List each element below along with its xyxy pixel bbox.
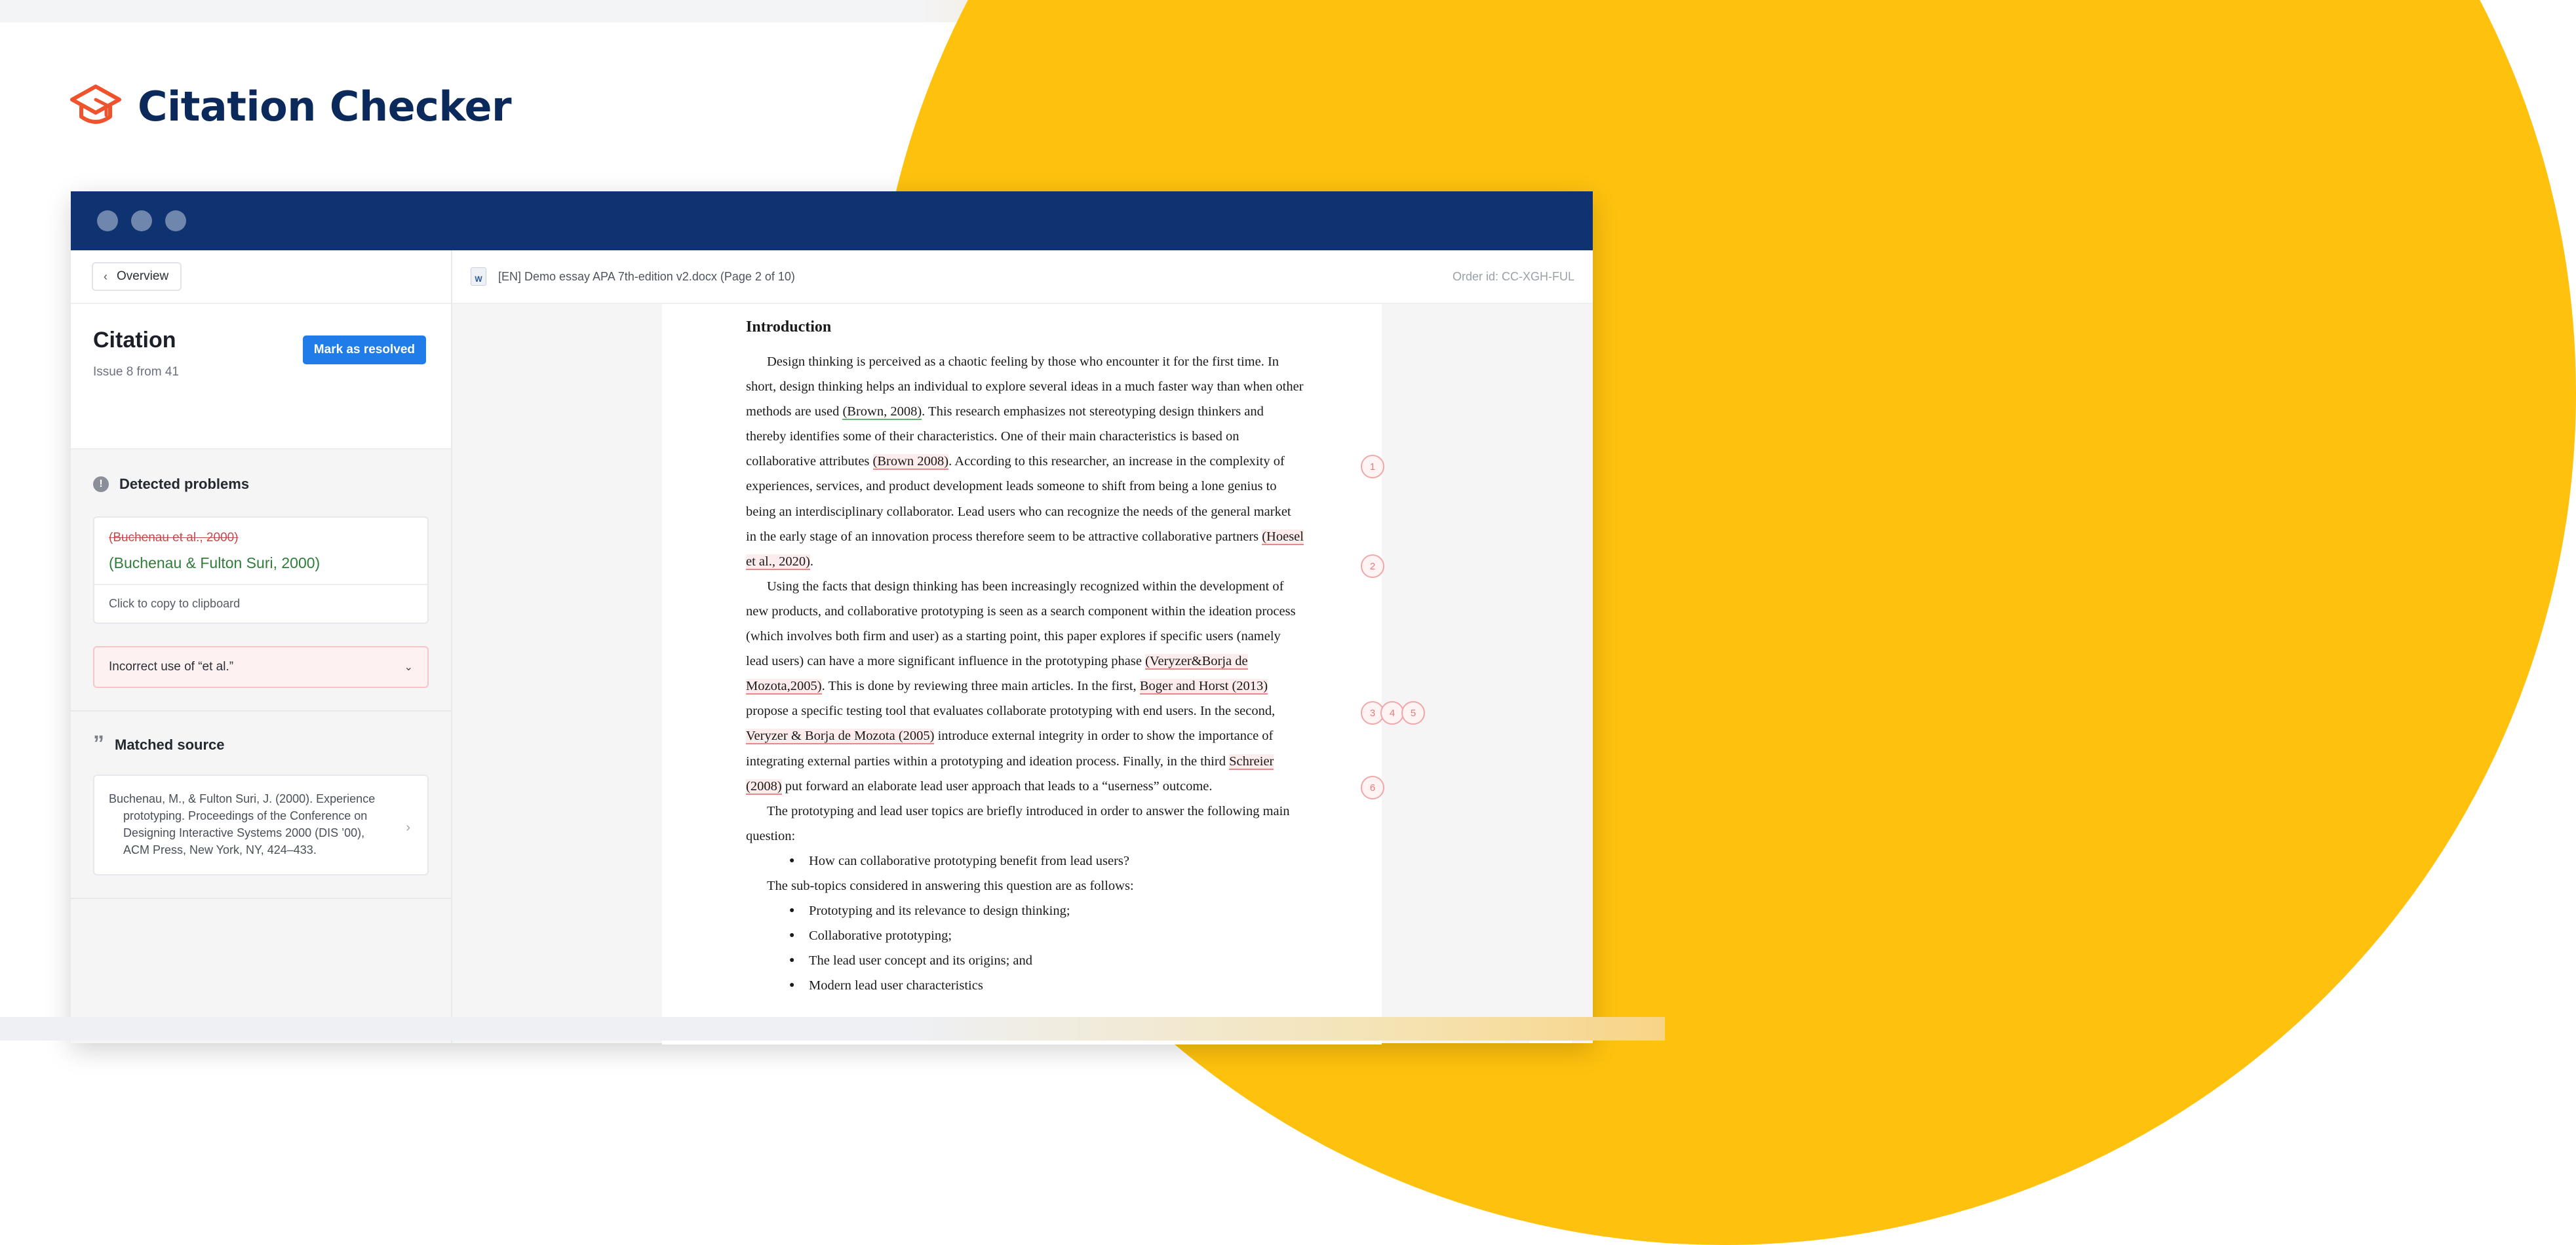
divider bbox=[71, 710, 451, 712]
file-info bbox=[471, 267, 795, 286]
paragraph: The prototyping and lead user topics are briefly introduced in order to answer the following main question: bbox=[746, 803, 1290, 843]
citation-header bbox=[71, 304, 451, 450]
list-item: ● The lead user concept and its origins; and bbox=[789, 948, 1304, 973]
matched-source-heading bbox=[71, 731, 451, 756]
issue-marker-2[interactable]: 2 bbox=[1361, 554, 1384, 578]
citation-issue-6[interactable]: Schreier (2008) bbox=[746, 754, 1274, 794]
list-item: ● Prototyping and its relevance to design thinking; bbox=[789, 898, 1304, 923]
bottom-strip bbox=[0, 1017, 1665, 1041]
divider bbox=[71, 898, 451, 899]
window-dot-minimize[interactable] bbox=[131, 210, 152, 231]
chevron-down-icon: ⌄ bbox=[404, 662, 413, 673]
issue-marker-1[interactable]: 1 bbox=[1361, 455, 1384, 478]
mark-as-resolved-button[interactable]: Mark as resolved bbox=[303, 335, 426, 364]
issue-marker-5[interactable]: 5 bbox=[1401, 701, 1425, 725]
issue-marker-4[interactable]: 4 bbox=[1380, 701, 1404, 725]
issue-sidebar bbox=[71, 250, 452, 1043]
paragraph: Using the facts that design thinking has been increasingly recognized within the development of new products, and collaborative prototyping is seen as a search component within the ideation process (which involves both firm and user) as a starting point, this paper explores if specific users (namely lead users) can have a more significant influence in the prototyping phase (Veryzer&Borja de Mozota,2005). This is done by reviewing three main articles. In the first, Boger and Horst (2013) propose a specific testing tool that evaluates collaborate prototyping with end users. In the second, Veryzer & Borja de Mozota (2005) introduce external integrity in order to show the importance of integrating external parties within a prototyping and ideation process. Finally, in the third Schreier (2008) put forward an elaborate lead user approach that leads to a “userness” outcome. bbox=[746, 579, 1296, 794]
suggestion-content bbox=[94, 518, 427, 585]
list-item: ● How can collaborative prototyping benefit from lead users? bbox=[789, 849, 1304, 873]
suggestion-card[interactable] bbox=[93, 516, 429, 624]
overview-button[interactable] bbox=[92, 262, 182, 291]
citation-issue-2[interactable]: (Hoesel et al., 2020) bbox=[746, 529, 1304, 569]
paragraph: The sub-topics considered in answering this question are as follows: bbox=[767, 878, 1134, 893]
original-citation: (Buchenau et al., 2000) bbox=[109, 531, 239, 545]
brand bbox=[68, 81, 511, 131]
suggested-citation[interactable]: (Buchenau & Fulton Suri, 2000) bbox=[109, 554, 321, 571]
window-dot-maximize[interactable] bbox=[165, 210, 186, 231]
graduation-cap-icon bbox=[68, 81, 123, 131]
order-id: Order id: CC-XGH-FUL bbox=[1452, 269, 1574, 283]
window-titlebar bbox=[71, 191, 1593, 250]
detected-problems-heading bbox=[71, 476, 451, 493]
matched-source-title: Matched source bbox=[115, 737, 225, 753]
copy-to-clipboard-hint[interactable]: Click to copy to clipboard bbox=[109, 597, 241, 610]
chevron-right-icon: › bbox=[406, 820, 410, 835]
citation-title: Citation bbox=[93, 328, 176, 353]
brand-title: Citation Checker bbox=[138, 82, 512, 130]
document-heading: Introduction bbox=[746, 318, 832, 335]
chevron-left-icon: ‹ bbox=[104, 269, 107, 283]
question-list bbox=[789, 849, 1304, 873]
info-icon: ! bbox=[93, 476, 109, 492]
citation-correct[interactable]: (Brown, 2008) bbox=[842, 404, 922, 419]
citation-issue-3[interactable]: (Veryzer&Borja de Mozota,2005) bbox=[746, 654, 1248, 694]
subtopic-list bbox=[789, 898, 1304, 998]
citation-issue-5[interactable]: Veryzer & Borja de Mozota (2005) bbox=[746, 729, 935, 744]
detected-problems-title: Detected problems bbox=[119, 476, 250, 492]
quote-icon: ” bbox=[93, 731, 104, 756]
source-reference-first-line: Buchenau, M., & Fulton Suri, J. (2000). Experience bbox=[109, 792, 376, 805]
file-name: [EN] Demo essay APA 7th-edition v2.docx (Page 2 of 10) bbox=[498, 269, 795, 283]
word-document-icon: W bbox=[471, 267, 486, 286]
window-dot-close[interactable] bbox=[97, 210, 118, 231]
issue-counter: Issue 8 from 41 bbox=[93, 365, 179, 379]
document-page bbox=[662, 304, 1416, 1044]
issue-marker-6[interactable]: 6 bbox=[1361, 776, 1384, 799]
issue-marker-3[interactable]: 3 bbox=[1361, 701, 1384, 725]
sidebar-nav bbox=[71, 250, 451, 304]
list-item: ● Collaborative prototyping; bbox=[789, 923, 1304, 948]
document-viewer bbox=[452, 250, 1593, 1043]
list-item: ● Modern lead user characteristics bbox=[789, 973, 1304, 998]
issue-label: Incorrect use of “et al.” bbox=[109, 660, 234, 674]
issue-dropdown[interactable] bbox=[93, 646, 429, 688]
paragraph: Design thinking is perceived as a chaotic feeling by those who encounter it for the first time. In short, design thinking helps an individual to explore several ideas in a much faster way than when other methods are used (Brown, 2008). This research emphasizes not stereotyping design thinkers and thereby identifies some of their characteristics. One of their main characteristics is based on collaborative attributes (Brown 2008). According to this researcher, an increase in the complexity of experiences, services, and product development leads someone to shift from being a lone genius to being an interdisciplinary collaborator. Lead users who can recognize the needs of the general market in the early stage of an innovation process therefore seem to be attractive collaborative partners (Hoesel et al., 2020). bbox=[746, 354, 1304, 569]
document-toolbar bbox=[452, 250, 1593, 304]
matched-source-card[interactable] bbox=[93, 775, 429, 875]
citation-issue-1[interactable]: (Brown 2008) bbox=[872, 454, 949, 469]
source-reference-rest: prototyping. Proceedings of the Conference on Designing Interactive Systems 2000 (DIS ’00), ACM Press, New York, NY, 424–433. bbox=[123, 809, 368, 856]
citation-issue-4[interactable]: Boger and Horst (2013) bbox=[1139, 679, 1268, 694]
app-window bbox=[71, 191, 1593, 1043]
overview-label: Overview bbox=[117, 269, 169, 283]
